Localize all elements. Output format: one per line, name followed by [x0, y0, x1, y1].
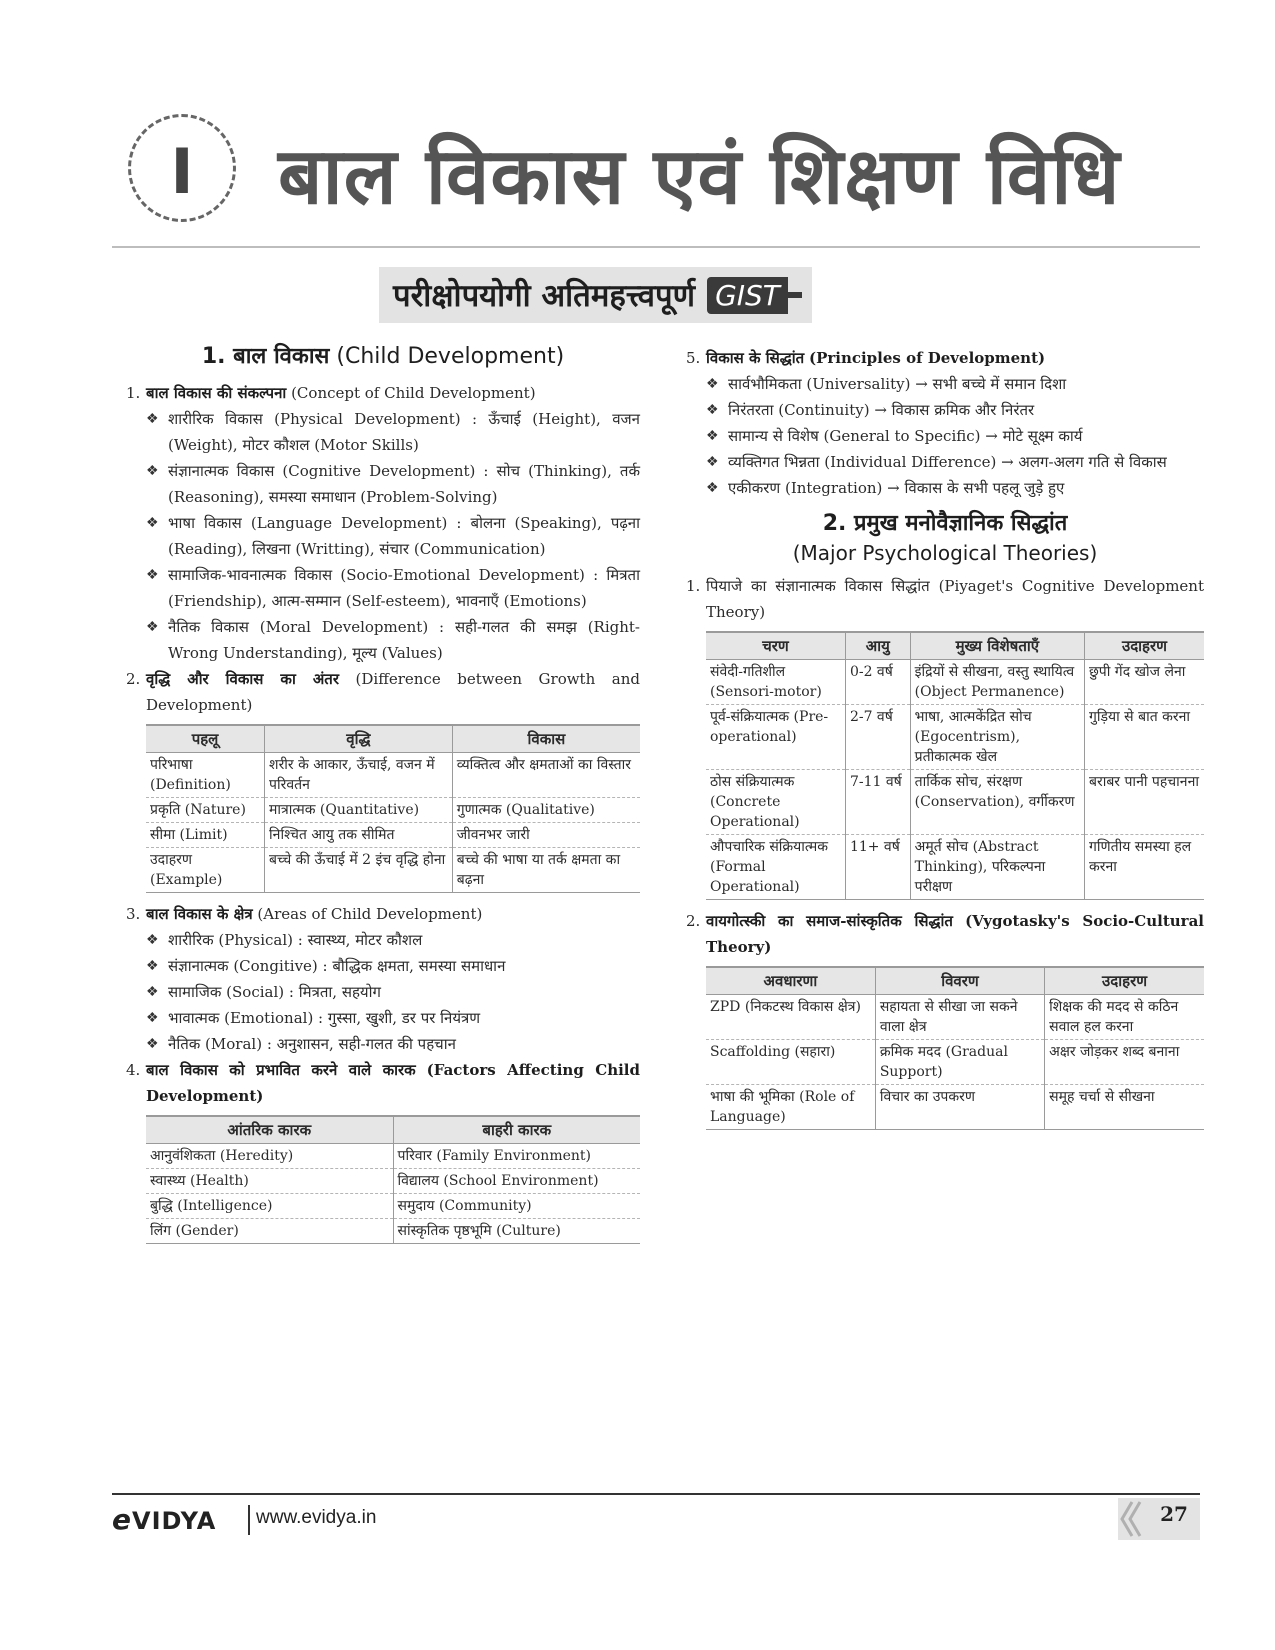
table-row [706, 995, 1204, 1040]
concept-list [146, 406, 640, 666]
list-item: ❖ सामान्य से विशेष (General to Specific) → मोटे सूक्ष्म कार्य [706, 427, 1083, 445]
column-header: पहलू [146, 725, 265, 753]
logo-separator [248, 1505, 250, 1535]
table-cell: Scaffolding (सहारा) [706, 1040, 875, 1085]
item-number: 2. [126, 670, 141, 688]
list-item: ❖ नैतिक (Moral) : अनुशासन, सही-गलत की पहचान [146, 1035, 456, 1053]
list-item: ❖ नैतिक विकास (Moral Development) : सही-गलत की समझ (Right-Wrong Understanding), मूल्य (Values) [146, 618, 640, 662]
list-item: ❖ व्यक्तिगत भिन्नता (Individual Difference) → अलग-अलग गति से विकास [706, 453, 1167, 471]
table-cell: परिभाषा (Definition) [146, 753, 265, 798]
table-cell: लिंग (Gender) [146, 1219, 393, 1244]
table-cell: निश्चित आयु तक सीमित [265, 823, 453, 848]
table-row [146, 1144, 640, 1169]
table-row [706, 770, 1204, 835]
list-item: ❖ भाषा विकास (Language Development) : बोलना (Speaking), पढ़ना (Reading), लिखना (Writting), संचार (Communication) [146, 514, 640, 558]
gist-banner [379, 267, 812, 323]
list-item: ❖ एकीकरण (Integration) → विकास के सभी पहलू जुड़े हुए [706, 479, 1065, 497]
table-row [146, 1169, 640, 1194]
item-title: पियाजे का संज्ञानात्मक विकास सिद्धांत (Piyaget's Cognitive Development Theory) [706, 577, 1204, 621]
table-cell: छुपी गेंद खोज लेना [1084, 660, 1204, 705]
table-cell: 2-7 वर्ष [845, 705, 910, 770]
table-row [146, 823, 640, 848]
column-header: अवधारणा [706, 967, 875, 995]
item-title: वृद्धि और विकास का अंतर [146, 670, 339, 688]
table-cell: जीवनभर जारी [452, 823, 640, 848]
table-cell: ठोस संक्रियात्मक (Concrete Operational) [706, 770, 845, 835]
section-1-heading [126, 340, 640, 370]
table-header-row [146, 725, 640, 753]
table-cell: समूह चर्चा से सीखना [1045, 1085, 1204, 1130]
principles-list [706, 371, 1204, 501]
table-row [706, 835, 1204, 900]
website-link[interactable]: www.evidya.in [256, 1507, 377, 1528]
table-cell: समुदाय (Community) [393, 1194, 640, 1219]
table-cell: बुद्धि (Intelligence) [146, 1194, 393, 1219]
chapter-title: बाल विकास एवं शिक्षण विधि [278, 132, 1121, 222]
table-cell: सहायता से सीखा जा सकने वाला क्षेत्र [875, 995, 1044, 1040]
section-1-title-hindi: 1. बाल विकास [201, 344, 330, 369]
table-row [706, 705, 1204, 770]
table-row [706, 1040, 1204, 1085]
column-header: उदाहरण [1084, 632, 1204, 660]
item-title: बाल विकास की संकल्पना [146, 384, 287, 402]
table-cell: भाषा, आत्मकेंद्रित सोच (Egocentrism), प्रतीकात्मक खेल [910, 705, 1084, 770]
table-cell: पूर्व-संक्रियात्मक (Pre-operational) [706, 705, 845, 770]
table-cell: भाषा की भूमिका (Role of Language) [706, 1085, 875, 1130]
table-cell: ZPD (निकटस्थ विकास क्षेत्र) [706, 995, 875, 1040]
growth-development-heading [126, 666, 640, 718]
piaget-table [706, 631, 1204, 900]
table-cell: परिवार (Family Environment) [393, 1144, 640, 1169]
evidya-logo [112, 1503, 216, 1536]
table-cell: गुणात्मक (Qualitative) [452, 798, 640, 823]
table-row [706, 660, 1204, 705]
page-number: 27 [1160, 1502, 1188, 1526]
column-header: आंतरिक कारक [146, 1116, 393, 1144]
list-item: ❖ शारीरिक (Physical) : स्वास्थ्य, मोटर कौशल [146, 931, 423, 949]
item-title: बाल विकास के क्षेत्र [146, 905, 253, 923]
table-cell: गणितीय समस्या हल करना [1084, 835, 1204, 900]
table-cell: अक्षर जोड़कर शब्द बनाना [1045, 1040, 1204, 1085]
table-cell: शरीर के आकार, ऊँचाई, वजन में परिवर्तन [265, 753, 453, 798]
table-cell: 7-11 वर्ष [845, 770, 910, 835]
table-row [146, 753, 640, 798]
item-title: विकास के सिद्धांत [706, 349, 805, 367]
list-item: ❖ सार्वभौमिकता (Universality) → सभी बच्चे में समान दिशा [706, 375, 1067, 393]
table-cell: 11+ वर्ष [845, 835, 910, 900]
list-item: ❖ भावात्मक (Emotional) : गुस्सा, खुशी, डर पर नियंत्रण [146, 1009, 481, 1027]
item-title: बाल विकास को प्रभावित करने वाले कारक [146, 1061, 416, 1079]
column-header: विकास [452, 725, 640, 753]
table-cell: इंद्रियों से सीखना, वस्तु स्थायित्व (Object Permanence) [910, 660, 1084, 705]
table-cell: शिक्षक की मदद से कठिन सवाल हल करना [1045, 995, 1204, 1040]
list-item: ❖ शारीरिक विकास (Physical Development) : ऊँचाई (Height), वजन (Weight), मोटर कौशल (Motor Skills) [146, 410, 640, 454]
table-cell: क्रमिक मदद (Gradual Support) [875, 1040, 1044, 1085]
piaget-heading [686, 573, 1204, 625]
column-header: उदाहरण [1045, 967, 1204, 995]
item-title-en: (Difference between Growth and Development) [146, 670, 640, 714]
concept-heading [126, 380, 640, 406]
table-cell: स्वास्थ्य (Health) [146, 1169, 393, 1194]
table-cell: मात्रात्मक (Quantitative) [265, 798, 453, 823]
table-row [146, 1194, 640, 1219]
column-header: वृद्धि [265, 725, 453, 753]
vygotsky-heading [686, 908, 1204, 960]
table-cell: आनुवंशिकता (Heredity) [146, 1144, 393, 1169]
table-cell: संवेदी-गतिशील (Sensori-motor) [706, 660, 845, 705]
gist-tag-tail [788, 292, 802, 298]
table-header-row [146, 1116, 640, 1144]
item-number: 3. [126, 905, 141, 923]
section-2-subtitle: (Major Psychological Theories) [792, 541, 1098, 565]
principles-heading [686, 345, 1204, 371]
table-cell: प्रकृति (Nature) [146, 798, 265, 823]
item-title: वायगोत्स्की का समाज-सांस्कृतिक सिद्धांत [706, 912, 953, 930]
item-number: 5. [686, 349, 701, 367]
gist-banner-text: परीक्षोपयोगी अतिमहत्त्वपूर्ण [393, 278, 696, 314]
table-cell: उदाहरण (Example) [146, 848, 265, 893]
item-number: 1. [126, 384, 141, 402]
item-title-en: (Concept of Child Development) [291, 384, 536, 402]
column-header: आयु [845, 632, 910, 660]
factors-heading [126, 1057, 640, 1109]
table-cell: सांस्कृतिक पृष्ठभूमि (Culture) [393, 1219, 640, 1244]
table-cell: बच्चे की ऊँचाई में 2 इंच वृद्धि होना [265, 848, 453, 893]
item-number: 1. [686, 577, 701, 595]
column-header: विवरण [875, 967, 1044, 995]
table-cell: गुड़िया से बात करना [1084, 705, 1204, 770]
table-cell: विचार का उपकरण [875, 1085, 1044, 1130]
list-item: ❖ सामाजिक (Social) : मित्रता, सहयोग [146, 983, 381, 1001]
section-2-heading [686, 507, 1204, 537]
section-1-title-english: (Child Development) [336, 344, 565, 369]
areas-list [146, 927, 640, 1057]
table-cell: अमूर्त सोच (Abstract Thinking), परिकल्पना परीक्षण [910, 835, 1084, 900]
footer-divider [112, 1493, 1200, 1495]
column-header: चरण [706, 632, 845, 660]
header-divider [112, 246, 1200, 248]
table-cell: विद्यालय (School Environment) [393, 1169, 640, 1194]
item-title-en: (Principles of Development) [808, 349, 1046, 367]
table-cell: औपचारिक संक्रियात्मक (Formal Operational) [706, 835, 845, 900]
factors-table [146, 1115, 640, 1244]
list-item: ❖ संज्ञानात्मक विकास (Cognitive Development) : सोच (Thinking), तर्क (Reasoning), समस्या समाधान (Problem-Solving) [146, 462, 640, 506]
table-cell: सीमा (Limit) [146, 823, 265, 848]
table-cell: 0-2 वर्ष [845, 660, 910, 705]
growth-development-table [146, 724, 640, 893]
item-title-en: (Areas of Child Development) [257, 905, 483, 923]
table-row [146, 848, 640, 893]
gist-tag: GIST [707, 277, 788, 314]
table-row [146, 798, 640, 823]
logo-text: VIDYA [132, 1507, 217, 1535]
table-cell: बच्चे की भाषा या तर्क क्षमता का बढ़ना [452, 848, 640, 893]
chapter-number-badge [128, 114, 236, 222]
areas-heading [126, 901, 640, 927]
left-column [126, 340, 640, 1252]
vygotsky-table [706, 966, 1204, 1130]
item-title-en: (Factors Affecting Child Development) [146, 1061, 640, 1105]
section-2-title-hindi: 2. प्रमुख मनोवैज्ञानिक सिद्धांत [822, 511, 1068, 536]
table-cell: बराबर पानी पहचानना [1084, 770, 1204, 835]
table-cell: व्यक्तित्व और क्षमताओं का विस्तार [452, 753, 640, 798]
table-row [706, 1085, 1204, 1130]
logo-e: e [112, 1503, 132, 1536]
table-header-row [706, 967, 1204, 995]
column-header: बाहरी कारक [393, 1116, 640, 1144]
list-item: ❖ सामाजिक-भावनात्मक विकास (Socio-Emotional Development) : मित्रता (Friendship), आत्म-सम्मान (Self-esteem), भावनाएँ (Emotions) [146, 566, 640, 610]
table-header-row [706, 632, 1204, 660]
right-column [686, 345, 1204, 1138]
item-number: 4. [126, 1061, 141, 1079]
table-row [146, 1219, 640, 1244]
item-number: 2. [686, 912, 701, 930]
table-cell: तार्किक सोच, संरक्षण (Conservation), वर्गीकरण [910, 770, 1084, 835]
list-item: ❖ संज्ञानात्मक (Congitive) : बौद्धिक क्षमता, समस्या समाधान [146, 957, 506, 975]
column-header: मुख्य विशेषताएँ [910, 632, 1084, 660]
chapter-number: I [170, 135, 194, 208]
item-title-en: (Vygotasky's Socio-Cultural Theory) [706, 912, 1204, 956]
chevron-left-icon [1118, 1500, 1142, 1538]
list-item: ❖ निरंतरता (Continuity) → विकास क्रमिक और निरंतर [706, 401, 1035, 419]
